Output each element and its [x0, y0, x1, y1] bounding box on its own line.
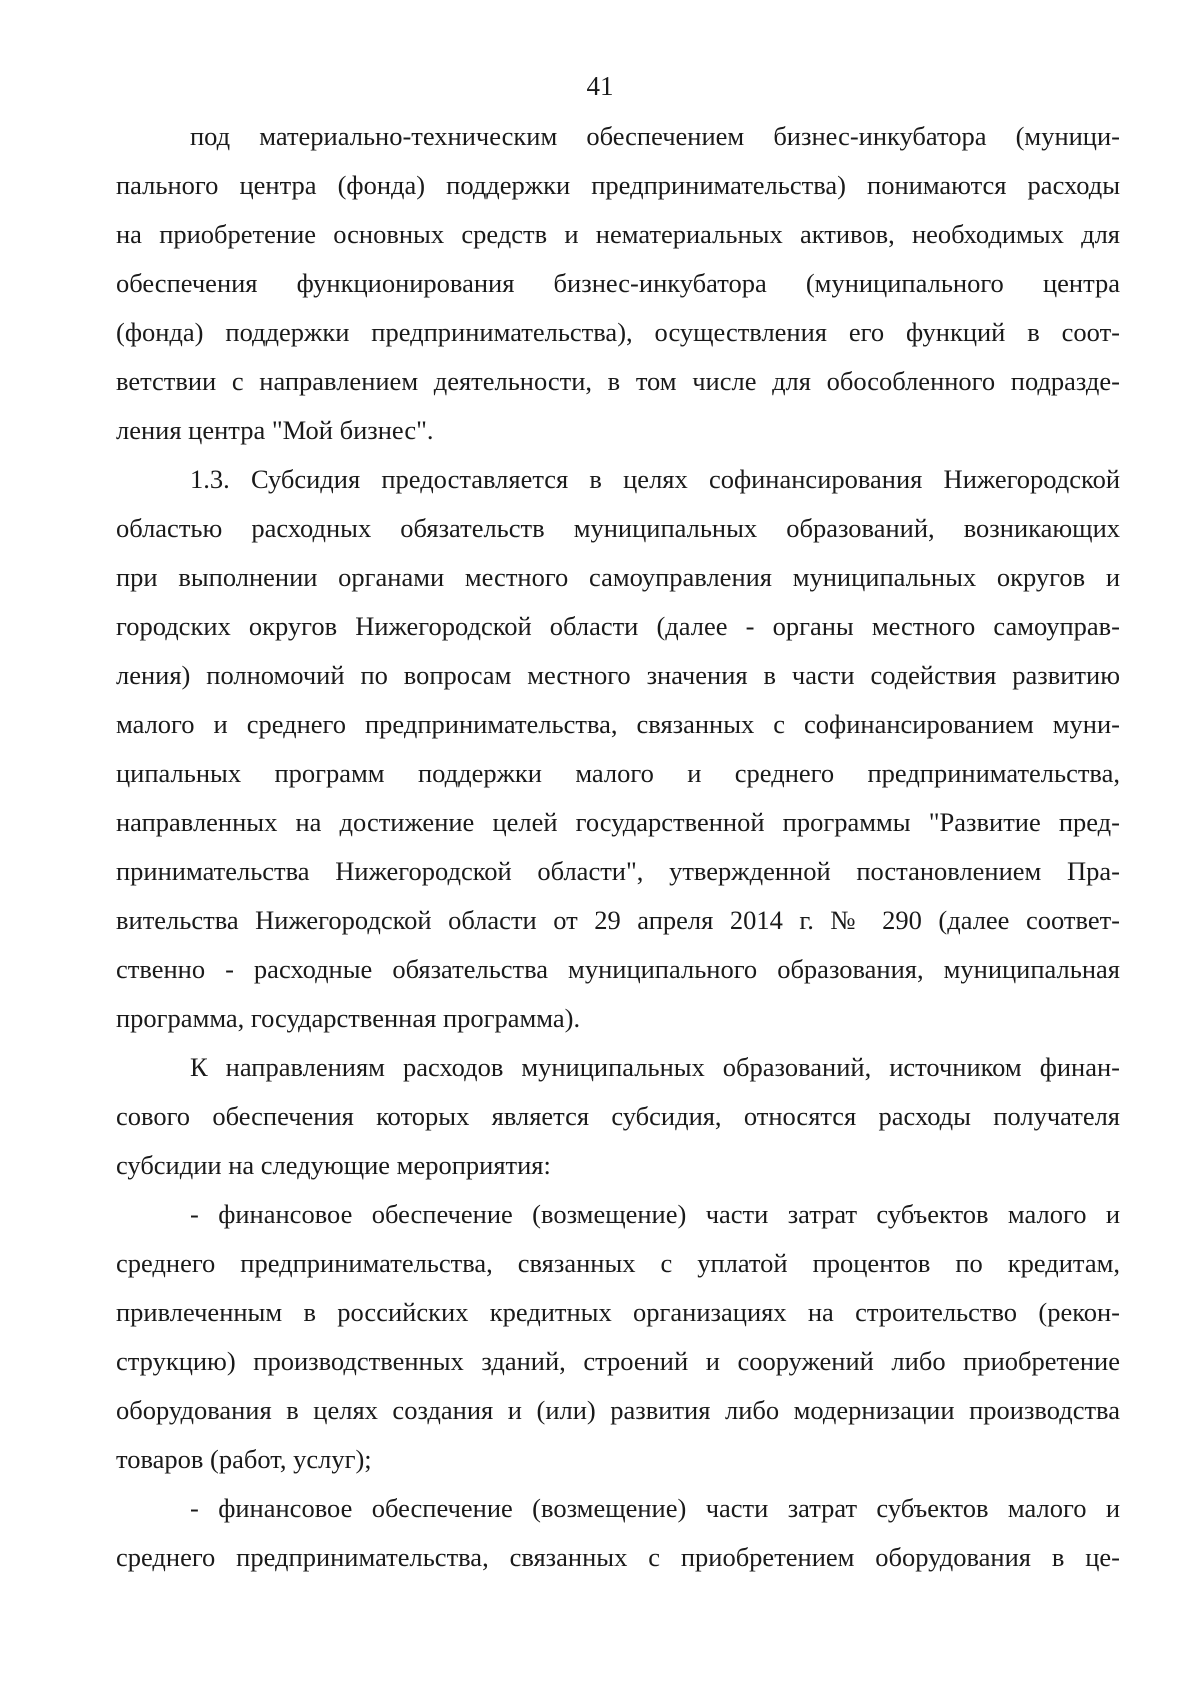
text-line: субсидии на следующие мероприятия: [116, 1150, 551, 1180]
text-line: малого и среднего предпринимательства, связанных с софинансированием муни- [116, 709, 1120, 739]
text-line: направленных на достижение целей государственной программы "Развитие пред- [116, 807, 1120, 837]
page-number: 41 [586, 71, 614, 101]
text-line: ветствии с направлением деятельности, в том числе для обособленного подразде- [116, 366, 1120, 396]
text-line: - финансовое обеспечение (возмещение) части затрат субъектов малого и [190, 1493, 1120, 1523]
text-line: ственно - расходные обязательства муниципального образования, муниципальная [116, 954, 1120, 984]
text-line: ления) полномочий по вопросам местного значения в части содействия развитию [116, 660, 1120, 690]
text-line: среднего предпринимательства, связанных с уплатой процентов по кредитам, [116, 1248, 1120, 1278]
text-line: - финансовое обеспечение (возмещение) части затрат субъектов малого и [190, 1199, 1120, 1229]
text-line: (фонда) поддержки предпринимательства), осуществления его функций в соот- [116, 317, 1120, 347]
text-line: пального центра (фонда) поддержки предпринимательства) понимаются расходы [116, 170, 1120, 200]
text-line: ления центра "Мой бизнес". [116, 415, 434, 445]
text-line: К направлениям расходов муниципальных образований, источником финан- [190, 1052, 1120, 1082]
text-line: под материально-техническим обеспечением бизнес-инкубатора (муници- [190, 121, 1120, 151]
text-line: на приобретение основных средств и нематериальных активов, необходимых для [116, 219, 1120, 249]
text-line: городских округов Нижегородской области (далее - органы местного самоуправ- [116, 611, 1120, 641]
text-line: 1.3. Субсидия предоставляется в целях софинансирования Нижегородской [190, 464, 1120, 494]
text-line: принимательства Нижегородской области", утвержденной постановлением Пра- [116, 856, 1120, 886]
text-line: сового обеспечения которых является субсидия, относятся расходы получателя [116, 1101, 1120, 1131]
text-line: струкцию) производственных зданий, строений и сооружений либо приобретение [116, 1346, 1120, 1376]
text-line: обеспечения функционирования бизнес-инкубатора (муниципального центра [116, 268, 1120, 298]
text-line: областью расходных обязательств муниципальных образований, возникающих [116, 513, 1120, 543]
text-line: ципальных программ поддержки малого и среднего предпринимательства, [116, 758, 1120, 788]
text-line: товаров (работ, услуг); [116, 1444, 372, 1474]
text-line: среднего предпринимательства, связанных с приобретением оборудования в це- [116, 1542, 1120, 1572]
text-line: вительства Нижегородской области от 29 апреля 2014 г. № 290 (далее соответ- [116, 905, 1120, 935]
text-line: программа, государственная программа). [116, 1003, 581, 1033]
text-line: привлеченным в российских кредитных организациях на строительство (рекон- [116, 1297, 1120, 1327]
document-body [116, 112, 1120, 1582]
text-line: при выполнении органами местного самоуправления муниципальных округов и [116, 562, 1120, 592]
text-line: оборудования в целях создания и (или) развития либо модернизации производства [116, 1395, 1120, 1425]
